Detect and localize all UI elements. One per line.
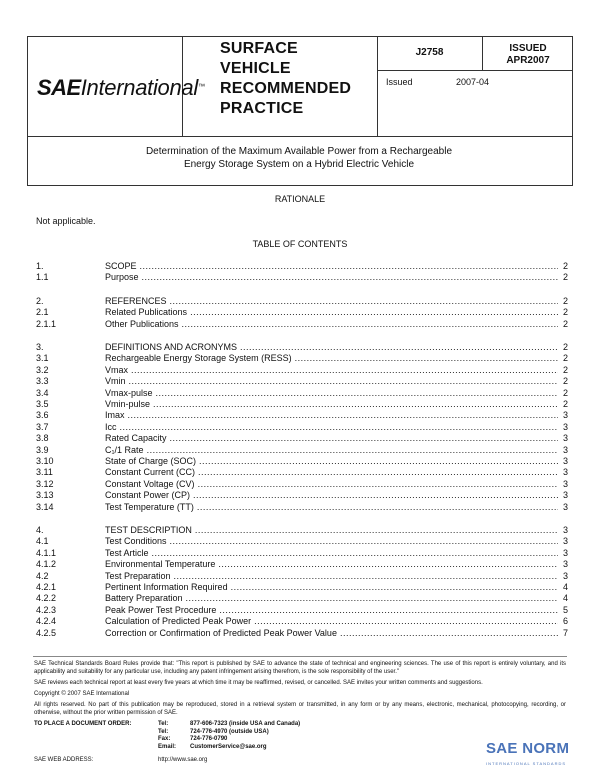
toc-entry-page: 5: [562, 604, 568, 615]
toc-entry-title: Vmax .....: [105, 365, 558, 376]
toc-entry-number: 3.2: [36, 364, 49, 375]
toc-entry-page: 3: [562, 524, 568, 535]
toc-entry-title: Rechargeable Energy Storage System (RESS) .....: [105, 353, 558, 364]
toc-entry-page: 2: [562, 376, 568, 387]
toc-entry[interactable]: [36, 628, 568, 639]
toc-entry-page: 3: [562, 455, 568, 466]
toc-entry[interactable]: [36, 456, 568, 467]
toc-entry-page: 3: [562, 478, 568, 489]
toc-entry-number: 3.11: [36, 467, 53, 478]
toc-entry-number: 4.2.4: [36, 616, 57, 627]
toc-entry[interactable]: [36, 296, 568, 307]
toc-entry-page: 2: [562, 398, 568, 409]
toc-entry-number: 4.2.5: [36, 627, 57, 638]
toc-entry-page: 2: [562, 318, 568, 329]
toc-entry[interactable]: [36, 307, 568, 318]
toc-entry[interactable]: [36, 410, 568, 421]
toc-entry-page: 3: [562, 501, 568, 512]
footer-divider: [33, 656, 567, 657]
toc-entry-title: Purpose .....: [105, 272, 558, 283]
toc-entry-page: 7: [562, 627, 568, 638]
rationale-heading: RATIONALE: [274, 194, 326, 204]
toc-entry-number: 3.5: [36, 398, 49, 409]
web-address-link[interactable]: http://www.sae.org: [158, 757, 208, 763]
toc-entry-number: 4.1.2: [36, 559, 57, 570]
toc-entry-title: Test Conditions .....: [105, 536, 558, 547]
toc-entry-number: 3.6: [36, 410, 49, 421]
toc-entry-title: Rated Capacity .....: [105, 433, 558, 444]
toc-entry[interactable]: [36, 272, 568, 283]
toc-entry-title: Calculation of Predicted Peak Power .....: [105, 616, 558, 627]
toc-entry-title: Test Article .....: [105, 548, 558, 559]
toc-entry-page: 3: [562, 467, 568, 478]
toc-entry-title: Icc .....: [105, 422, 558, 433]
toc-entry[interactable]: [36, 319, 568, 330]
toc-entry-page: 2: [562, 272, 568, 283]
toc-entry-title: Vmin-pulse .....: [105, 399, 558, 410]
web-address-label: SAE WEB ADDRESS:: [34, 757, 94, 763]
toc-entry[interactable]: [36, 261, 568, 272]
toc-entry-number: 3.7: [36, 421, 49, 432]
toc-entry-title: Correction or Confirmation of Predicted Peak Power Value .....: [105, 628, 558, 639]
toc-entry-page: 2: [562, 341, 568, 352]
toc-entry[interactable]: [36, 548, 568, 559]
toc-entry-page: 3: [562, 421, 568, 432]
toc-entry[interactable]: [36, 616, 568, 627]
toc-entry[interactable]: [36, 422, 568, 433]
sae-international-logo: SAEInternational™: [37, 75, 205, 100]
toc-entry-title: REFERENCES .....: [105, 296, 558, 307]
toc-entry-title: Imax .....: [105, 410, 558, 421]
toc-entry-title: State of Charge (SOC) .....: [105, 456, 558, 467]
toc-entry-number: 2.1: [36, 307, 49, 318]
toc-entry-title: Battery Preparation .....: [105, 593, 558, 604]
toc-entry[interactable]: [36, 571, 568, 582]
toc-entry[interactable]: [36, 605, 568, 616]
toc-entry[interactable]: [36, 445, 568, 456]
toc-entry[interactable]: [36, 467, 568, 478]
toc-entry-title: Vmax-pulse .....: [105, 388, 558, 399]
toc-entry-title: Peak Power Test Procedure .....: [105, 605, 558, 616]
toc-entry-number: 2.: [36, 295, 44, 306]
toc-entry-number: 4.2: [36, 570, 49, 581]
toc-entry-title: Related Publications .....: [105, 307, 558, 318]
toc-entry[interactable]: [36, 342, 568, 353]
order-keys: Tel: Tel: Fax: Email:: [158, 721, 177, 750]
toc-entry-title: Pertinent Information Required .....: [105, 582, 558, 593]
toc-entry-number: 4.2.3: [36, 604, 57, 615]
toc-entry-number: 4.: [36, 524, 44, 535]
toc-entry-number: 3.9: [36, 444, 49, 455]
toc-entry-title: Constant Current (CC) .....: [105, 467, 558, 478]
document-number: J2758: [415, 47, 444, 58]
toc-entry[interactable]: [36, 479, 568, 490]
toc-entry[interactable]: [36, 433, 568, 444]
copyright-text: Copyright © 2007 SAE International: [34, 691, 130, 697]
toc-entry-number: 4.2.1: [36, 581, 57, 592]
rules-text: SAE Technical Standards Board Rules provide that: "This report is published by SAE to advance the state of technical and engineering sciences. The use of this report is entirely voluntary, and its applicability and suitability for any particular use, including any patent infringement arising therefrom, is the sole responsibility of the user.": [34, 661, 566, 675]
toc-entry-page: 4: [562, 581, 568, 592]
toc-entry-page: 3: [562, 444, 568, 455]
toc-entry-title: Constant Power (CP) .....: [105, 490, 558, 501]
toc-entry-page: 2: [562, 307, 568, 318]
toc-entry[interactable]: [36, 365, 568, 376]
rights-text: All rights reserved. No part of this publication may be reproduced, stored in a retrieval system or transmitted, in any form or by any means, electronic, mechanical, photocopying, recording, or otherwise, without the prior written permission of SAE.: [34, 702, 566, 716]
toc-entry-title: C₁/1 Rate .....: [105, 445, 558, 456]
toc-entry[interactable]: [36, 559, 568, 570]
toc-entry-page: 3: [562, 536, 568, 547]
toc-entry-page: 6: [562, 616, 568, 627]
toc-heading: TABLE OF CONTENTS: [252, 239, 348, 249]
toc-entry-number: 3.3: [36, 376, 49, 387]
document-type: SURFACE VEHICLE RECOMMENDED PRACTICE: [220, 40, 352, 117]
toc-entry[interactable]: [36, 399, 568, 410]
toc-entry[interactable]: [36, 582, 568, 593]
toc-entry-number: 2.1.1: [36, 318, 57, 329]
toc-entry-page: 3: [562, 547, 568, 558]
toc-entry-title: TEST DESCRIPTION .....: [105, 525, 558, 536]
toc-entry-page: 2: [562, 353, 568, 364]
issued-label: Issued: [386, 77, 413, 87]
toc-entry-title: Vmin .....: [105, 376, 558, 387]
toc-entry-page: 4: [562, 593, 568, 604]
toc-entry-page: 3: [562, 570, 568, 581]
toc-entry-title: Environmental Temperature .....: [105, 559, 558, 570]
toc-entry[interactable]: [36, 353, 568, 364]
toc-entry-number: 3.13: [36, 490, 54, 501]
footer-notice: [34, 660, 566, 720]
toc-entry[interactable]: [36, 490, 568, 501]
toc-entry[interactable]: [36, 525, 568, 536]
toc-entry-number: 4.1.1: [36, 547, 57, 558]
order-values: 877-606-7323 (inside USA and Canada) 724-776-4970 (outside USA) 724-776-0790 CustomerService@sae.org: [190, 721, 301, 750]
toc-entry[interactable]: [36, 388, 568, 399]
toc-entry-title: DEFINITIONS AND ACRONYMS .....: [105, 342, 558, 353]
toc-entry-page: 2: [562, 295, 568, 306]
toc-entry-page: 2: [562, 261, 568, 271]
toc-entry-page: 3: [562, 490, 568, 501]
issue-status: ISSUED APR2007: [506, 43, 550, 66]
toc-entry-title: Constant Voltage (CV) .....: [105, 479, 558, 490]
toc-entry-page: 2: [562, 387, 568, 398]
review-text: SAE reviews each technical report at least every five years at which time it may be reaffirmed, revised, or cancelled. SAE invites your written comments and suggestions.: [34, 680, 483, 686]
toc-entry-number: 3.10: [36, 455, 54, 466]
toc-entry-page: 3: [562, 559, 568, 570]
order-label: TO PLACE A DOCUMENT ORDER:: [34, 721, 132, 727]
sae-norm-logo: SAE NORM INTERNATIONAL STANDARDS: [486, 740, 570, 766]
toc-entry-number: 3.4: [36, 387, 49, 398]
toc-entry-page: 2: [562, 364, 568, 375]
toc-entry-number: 1.: [36, 261, 44, 271]
toc-entry[interactable]: [36, 502, 568, 513]
toc-entry-number: 1.1: [36, 272, 49, 283]
toc-entry-number: 4.1: [36, 536, 49, 547]
toc-entry-title: Test Preparation .....: [105, 571, 558, 582]
toc-entry-number: 3.1: [36, 353, 49, 364]
toc-entry-page: 3: [562, 433, 568, 444]
toc-entry-title: Test Temperature (TT) .....: [105, 502, 558, 513]
toc-entry-number: 3.8: [36, 433, 49, 444]
toc-entry[interactable]: [36, 593, 568, 604]
toc-entry[interactable]: [36, 536, 568, 547]
toc-entry-number: 3.14: [36, 501, 54, 512]
toc-entry-title: Other Publications .....: [105, 319, 558, 330]
toc-entry[interactable]: [36, 376, 568, 387]
rationale-text: Not applicable.: [36, 216, 96, 226]
document-title: Determination of the Maximum Available Power from a Rechargeable Energy Storage System on a Hybrid Electric Vehicle: [145, 146, 453, 170]
toc-entry-title: SCOPE .....: [105, 261, 558, 272]
toc-entry-number: 4.2.2: [36, 593, 57, 604]
issued-date: 2007-04: [456, 77, 490, 87]
toc-entry-number: 3.: [36, 341, 44, 352]
toc-entry-page: 3: [562, 410, 568, 421]
toc-entry-number: 3.12: [36, 478, 54, 489]
